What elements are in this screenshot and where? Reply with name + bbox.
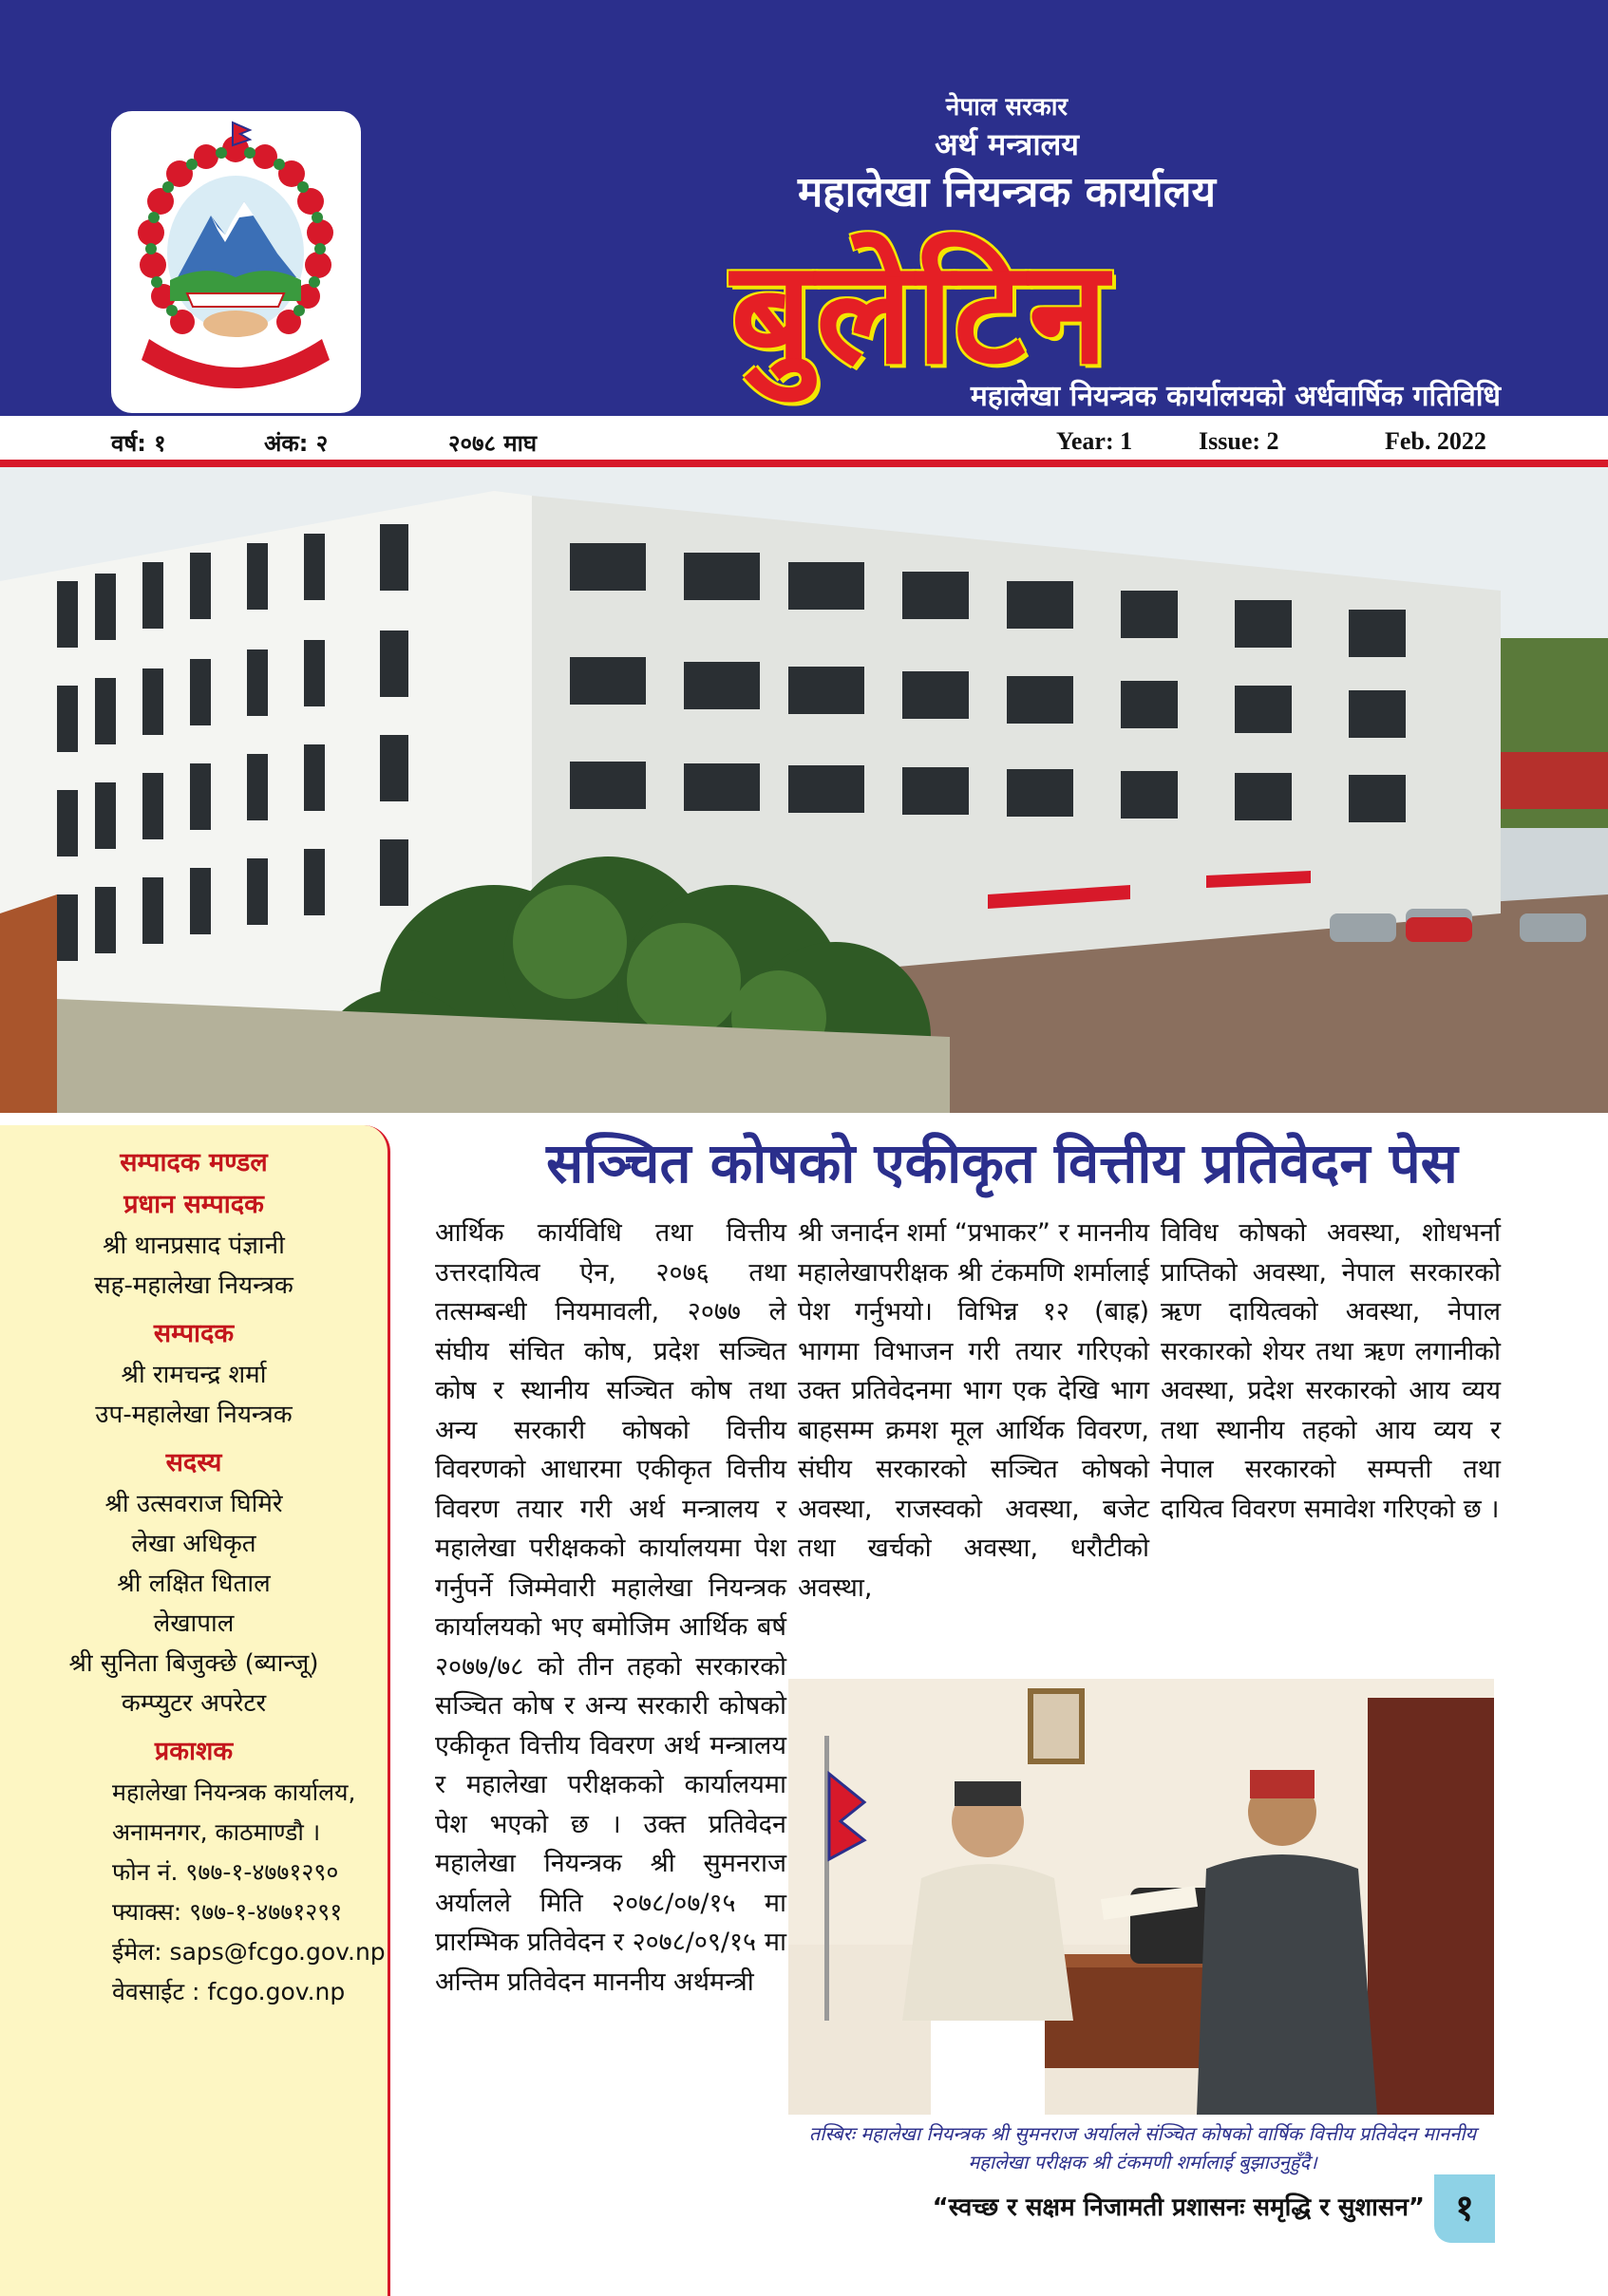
publisher-name: महालेखा नियन्त्रक कार्यालय, [112,1778,356,1806]
publisher-email: ईमेल: saps@fcgo.gov.np [112,1938,386,1966]
publisher-fax: फ्याक्स: ९७७-१-४७७१२९१ [112,1898,343,1926]
article-column-2: श्री जनार्दन शर्मा “प्रभाकर” र माननीय महालेखापरीक्षक श्री टंकमणि शर्मालाई पेश गर्नुभयो। विभिन्न १२ (बाह्र) भागमा विभाजन गरी तयार गरिएको उक्त प्रतिवेदनमा भाग एक देखि भाग बाहसम्म क्रमश मूल आर्थिक विवरण, संघीय सरकारको सञ्चित कोषको अवस्था, राजस्वको अवस्था, बजेट तथा खर्चको अवस्था, धरौटीको अवस्था, [798,1218,1149,1603]
chief-editor-title: सह-महालेखा नियन्त्रक [94,1271,293,1300]
office-label: महालेखा नियन्त्रक कार्यालय [797,168,1217,216]
issue-number-np: अंक: २ [264,430,329,457]
publisher-website: वेवसाईट : fcgo.gov.np [112,1978,346,2005]
government-label: नेपाल सरकार [945,93,1069,122]
red-divider [0,460,1608,467]
publisher-phone: फोन नं. ९७७-१-४७७१२९० [112,1858,339,1886]
editor-heading: सम्पादक [153,1319,235,1348]
emblem-card [111,111,361,413]
issue-date-en: Feb. 2022 [1385,427,1486,455]
member-title: लेखापाल [153,1609,235,1638]
members-heading: सदस्य [165,1448,222,1477]
publisher-heading: प्रकाशक [154,1737,234,1766]
member-title: लेखा अधिकृत [131,1530,256,1558]
page-number: १ [1434,2174,1495,2243]
editor-name: श्री रामचन्द्र शर्मा [121,1361,267,1389]
member-name: श्री उत्सवराज घिमिरे [104,1490,283,1518]
publisher-address: अनामनगर, काठमाण्डौ । [112,1818,321,1846]
photo-caption: तस्बिरः महालेखा नियन्त्रक श्री सुमनराज अर्यालले संञ्चित कोषको वार्षिक वित्तीय प्रतिवेदन माननीय महालेखा परीक्षक श्री टंकमणी शर्मालाई बुझाउनुहुँदै। [808,2122,1477,2174]
issue-date-np: २०७८ माघ [448,430,538,457]
editor-title: उप-महालेखा नियन्त्रक [95,1401,293,1429]
editorial-board-sidebar [0,1125,390,2296]
member-title: कम्प्युटर अपरेटर [121,1689,267,1718]
issue-line [0,418,1608,461]
civil-service-motto: “स्वच्छ र सक्षम निजामती प्रशासनः समृद्धि र सुशासन” [932,2193,1425,2222]
office-building-photo [0,467,1608,1113]
bulletin-title: बुलेटिन [730,231,1112,396]
issue-number-en: Issue: 2 [1199,427,1279,455]
issue-year-en: Year: 1 [1056,427,1133,455]
article-column-3: विविध कोषको अवस्था, शोधभर्ना प्राप्तिको अवस्था, नेपाल सरकारको ऋण दायित्वको अवस्था, नेपाल सरकारको शेयर तथा ऋण लगानीको अवस्था, प्रदेश सरकारको आय व्यय तथा स्थानीय तहको आय व्यय र नेपाल सरकारको सम्पत्ती तथा दायित्व विवरण समावेश गरिएको छ । [1161,1218,1501,1524]
nepal-emblem-icon [111,111,361,413]
issue-year-np: वर्ष: १ [111,430,166,457]
chief-editor-name: श्री थानप्रसाद पंज्ञानी [103,1232,285,1260]
article-column-1: आर्थिक कार्यविधि तथा वित्तीय उत्तरदायित्व ऐन, २०७६ तथा तत्सम्बन्धी नियमावली, २०७७ ले संघीय संचित कोष, प्रदेश सञ्चित कोष र स्थानीय सञ्चित कोष तथा अन्य सरकारी कोषको वित्तीय विवरणको आधारमा एकीकृत वित्तीय विवरण तयार गरी अर्थ मन्त्रालय र महालेखा परीक्षकको कार्यालयमा पेश गर्नुपर्ने जिम्मेवारी महालेखा नियन्त्रक कार्यालयको भए बमोजिम आर्थिक बर्ष २०७७/७८ को तीन तहको सरकारको सञ्चित कोष र अन्य सरकारी कोषको एकीकृत वित्तीय विवरण अर्थ मन्त्रालय र महालेखा परीक्षकको कार्यालयमा पेश भएको छ । उक्त प्रतिवेदन महालेखा नियन्त्रक श्री सुमनराज अर्यालले मिति २०७८/०७/१५ मा प्रारम्भिक प्रतिवेदन र २०७८/०९/१५ मा अन्तिम प्रतिवेदन माननीय अर्थमन्त्री [435,1218,786,1997]
masthead-text [532,90,1482,221]
editorial-board-heading: सम्पादक मण्डल [120,1148,268,1177]
chief-editor-heading: प्रधान सम्पादक [123,1190,264,1219]
report-handover-photo [788,1679,1494,2115]
ministry-label: अर्थ मन्त्रालय [935,126,1079,162]
member-name: श्री सुनिता बिजुक्छे (ब्यान्जू) [68,1649,319,1678]
member-name: श्री लक्षित धिताल [117,1570,271,1598]
article-headline: सञ्चित कोषको एकीकृत वित्तीय प्रतिवेदन पेस [546,1131,1458,1195]
bulletin-tagline: महालेखा नियन्त्रक कार्यालयको अर्धवार्षिक गतिविधि [970,380,1501,413]
